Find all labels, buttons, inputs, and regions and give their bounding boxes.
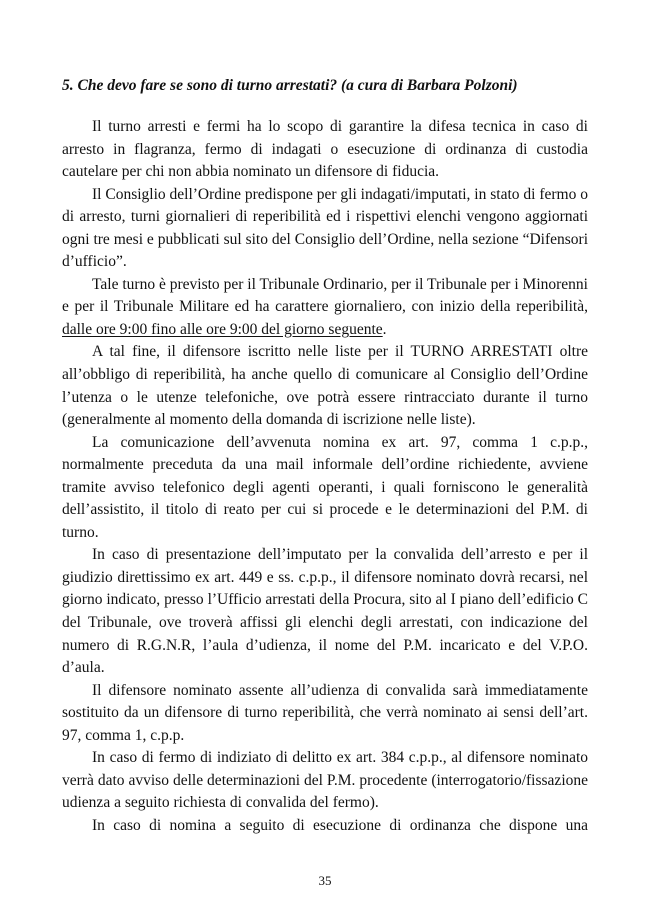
paragraph-consiglio-ordine: Il Consiglio dell’Ordine predispone per gli indagati/imputati, in stato di fermo o di arresto, turni giornalieri di reperibilità ed i rispettivi elenchi vengono aggiornati ogni tre mesi e pubblicati sul sito del Consiglio dell’Ordine, nella sezione “Difensori d’ufficio”. xyxy=(62,185,588,271)
paragraph-turno-arresti: Il turno arresti e fermi ha lo scopo di garantire la difesa tecnica in caso di arresto in flagranza, fermo di indagati o esecuzione di ordinanza di custodia cautelare per chi non abbia nominato un difensore di fiducia. xyxy=(62,118,588,181)
underlined-hours: dalle ore 9:00 fino alle ore 9:00 del giorno seguente xyxy=(62,320,383,338)
paragraph-fermo-indiziato: In caso di fermo di indiziato di delitto ex art. 384 c.p.p., al difensore nominato verrà dato avviso delle determinazioni del P.M. procedente (interrogatorio/fissazione udienza a seguito richiesta di convalida del fermo). xyxy=(62,749,588,812)
paragraph-nomina-ordinanza: In caso di nomina a seguito di esecuzione di ordinanza che dispone una xyxy=(92,816,588,834)
paragraph-tale-turno-end: . xyxy=(382,320,387,338)
section-heading: 5. Che devo fare se sono di turno arrestati? (a cura di Barbara Polzoni) xyxy=(62,77,518,94)
paragraph-a-tal-fine: A tal fine, il difensore iscritto nelle liste per il TURNO ARRESTATI oltre all’obbligo di reperibilità, ha anche quello di comunicare al Consiglio dell’Ordine l’utenza o le utenze telefoniche, ove potrà essere rintracciato durante il turno (generalmente al momento della domanda di iscrizione nelle liste). xyxy=(62,343,588,429)
paragraph-tale-turno xyxy=(62,274,588,342)
paragraph-difensore-assente: Il difensore nominato assente all’udienza di convalida sarà immediatamente sostituito da un difensore di turno reperibilità, che verrà nominato ai sensi dell’art. 97, comma 1, c.p.p. xyxy=(62,681,588,744)
body-text xyxy=(62,116,588,838)
paragraph-comunicazione: La comunicazione dell’avvenuta nomina ex art. 97, comma 1 c.p.p., normalmente preceduta da una mail informale dell’ordine richiedente, avviene tramite avviso telefonico degli agenti operanti, i quali forniscono le generalità dell’assistito, il titolo di reato per cui si procede e le determinazioni del P.M. di turno. xyxy=(62,433,588,541)
paragraph-presentazione: In caso di presentazione dell’imputato per la convalida dell’arresto e per il giudizio direttissimo ex art. 449 e ss. c.p.p., il difensore nominato dovrà recarsi, nel giorno indicato, presso l’Ufficio arrestati della Procura, sito al I piano dell’edificio C del Tribunale, ove troverà affissi gli elenchi degli arrestati, con indicazione del numero di R.G.N.R, l’aula d’udienza, il nome del P.M. incaricato e del V.P.O. d’aula. xyxy=(62,546,588,677)
paragraph-tale-turno-text: Tale turno è previsto per il Tribunale Ordinario, per il Tribunale per i Minorenni e per il Tribunale Militare ed ha carattere giornaliero, con inizio della reperibilità, xyxy=(62,275,588,316)
page-number: 35 xyxy=(318,873,332,888)
